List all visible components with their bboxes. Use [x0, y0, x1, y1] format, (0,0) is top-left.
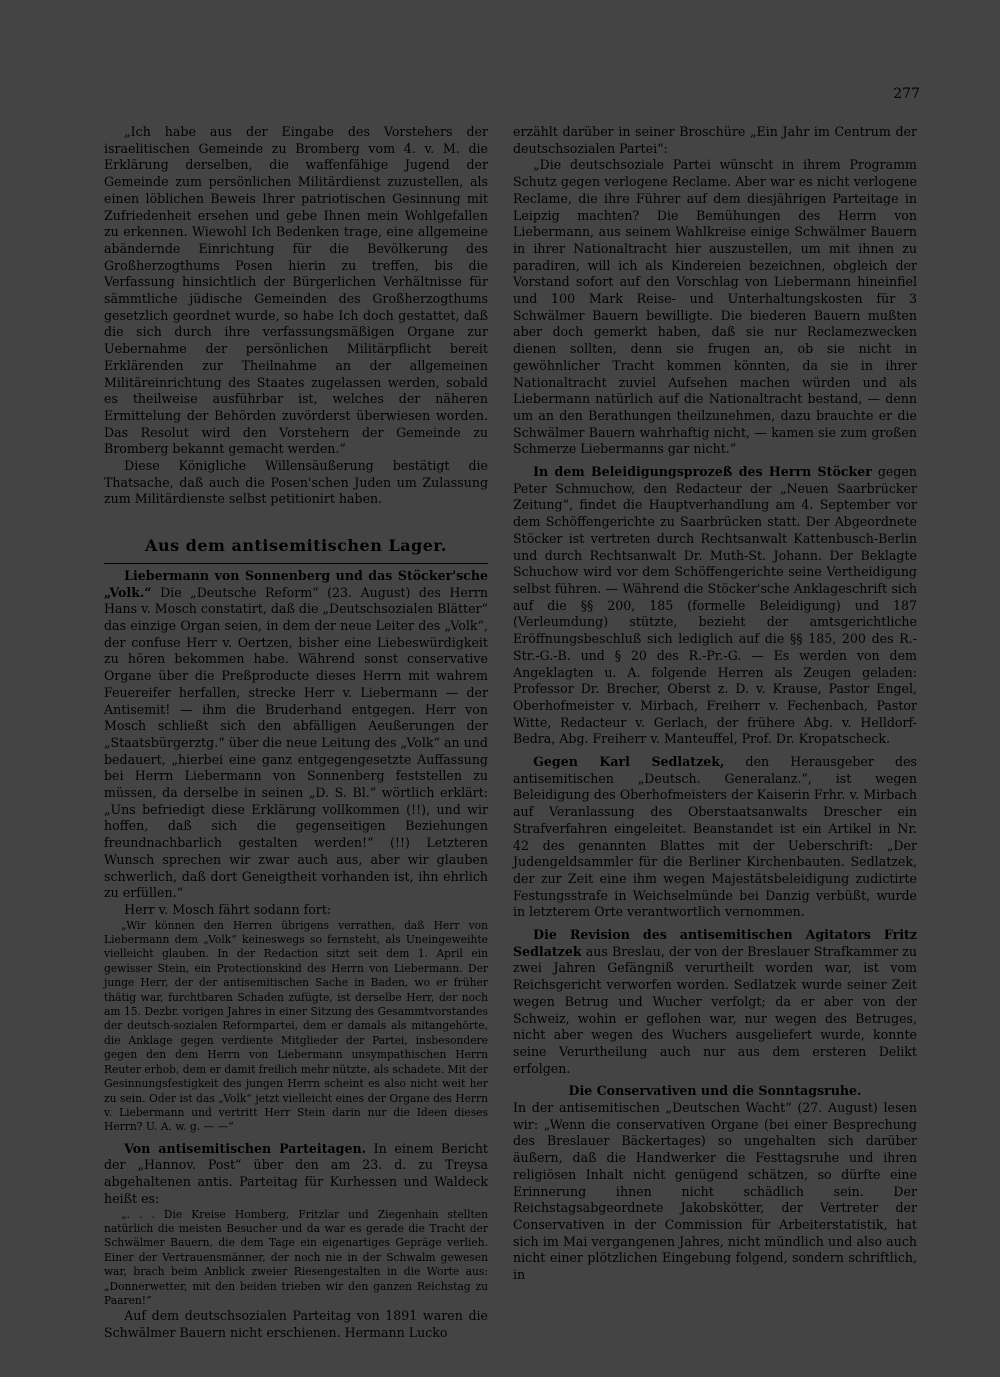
page-number: 277 — [893, 86, 920, 102]
article-body: In einem Bericht der „Hannov. Post“ über den am 23. d. zu Treysa abgehaltenen antis. Parteitag für Kurhessen und Waldeck heißt es: — [104, 1140, 488, 1206]
decree-commentary: Diese Königliche Willensäußerung bestätigt die Thatsache, daß auch die Posen'schen Juden um Zulassung zum Militärdienste selbst petitionirt haben. — [104, 458, 488, 507]
article-heading: Von antisemitischen Parteitagen. — [124, 1140, 367, 1156]
article-stoecker — [513, 464, 917, 748]
article-heading: Liebermann von Sonnenberg und das Stöcker'sche „Volk.“ — [104, 567, 488, 600]
article-quote-small: „Wir können den Herren übrigens verrathen, daß Herr von Liebermann dem „Volk“ keineswegs so fernsteht, als Uneingeweihte vielleicht glauben. In der Redaction sitzt seit dem 1. April ein gewisser Stein, ein Protectionskind des Herrn von Liebermann. Der junge Herr, der der antisemitischen Sache in Baden, wo er früher thätig war, furchtbaren Schaden zufügte, ist derselbe Herr, der noch am 15. Dezbr. vorigen Jahres in einer Sitzung des Gesammtvorstandes der deutsch-sozialen Reformpartei, dem er damals als mitangehörte, die Anklage gegen verdiente Mitglieder der Partei, insbesondere gegen den dem Herrn von Liebermann unsympathischen Herrn Reuter erhob, dem er damit freilich mehr nützte, als schadete. Mit der Gesinnungsfestigkeit des jungen Herrn scheint es also nicht weit her zu sein. Oder ist das „Volk“ jetzt vielleicht eines der Organe des Herrn v. Liebermann und vertritt Herr Stein darin nur die Ideen dieses Herrn? U. A. w. g. — —“ — [104, 918, 488, 1134]
article-body: Die „Deutsche Reform“ (23. August) des Herrn Hans v. Mosch constatirt, daß die „Deutschsozialen Blätter“ das einzige Organ seien, in dem der neue Leiter des „Volk“, der confuse Herr v. Oertzen, bisher eine Liebeswürdigkeit zu hören bekommen habe. Während sonst conservative Organe über die Preßproducte dieses Herrn mit wahrem Feuereifer herfallen, strecke Herr v. Liebermann — der Antisemit! — ihm die Bruderhand entgegen. Herr von Mosch schließt sich den abfälligen Aeußerungen der „Staatsbürgerztg.“ über die neue Leitung des „Volk“ an und bedauert, „hierbei eine ganz entgegengesetzte Auffassung bei Herrn Liebermann von Sonnenberg feststellen zu müssen, da derselbe in seinen „D. S. Bl.“ wörtlich erklärt: „Uns befriedigt diese Erklärung vollkommen (!!), und wir hoffen, daß sich die gegenseitigen Beziehungen freundnachbarlich gestalten werden!“ (!!) Letzteren Wunsch sprechen wir zwar auch aus, aber wir glauben schwerlich, daß dort Geneigtheit vorhanden ist, ihn ehrlich zu erfüllen.“ — [104, 584, 488, 901]
article-quote-small: „. . . Die Kreise Homberg, Fritzlar und Ziegenhain stellten natürlich die meisten Besucher und da war es gerade die Tracht der Schwälmer Bauern, die dem Tage ein eigenartiges Gepräge verlieh. Einer der Vertrauensmänner, der noch nie in der Schwalm gewesen war, brach beim Anblick zweier Riesengestalten in die Worte aus: „Donnerwetter, mit den beiden trieben wir den ganzen Reichstag zu Paaren!“ — [104, 1207, 488, 1307]
article-liebermann — [104, 568, 488, 902]
article-body: In der antisemitischen „Deutschen Wacht“ (27. August) lesen wir: „Wenn die conservativen Organe (bei einer Besprechung des Breslauer Bäckertages) so ungehalten sich darüber äußern, daß die Handwerker die Festtagsruhe und ihren religiösen Inhalt nicht genügend schätzen, so dürfte eine Erinnerung ihnen nicht schädlich sein. Der Reichstagsabgeordnete Jakobskötter, der Vertreter der Conservativen in der Commission für Arbeiterstatistik, hat sich im Mai vergangenen Jahres, nicht mündlich und also auch nicht einer plötzlichen Eingebung folgend, sondern schriftlich, in — [513, 1100, 917, 1283]
article-continuation: erzählt darüber in seiner Broschüre „Ein Jahr im Centrum der deutschsozialen Partei“: — [513, 124, 917, 156]
article-heading: Die Revision des antisemitischen Agitators Fritz Sedlatzek — [513, 927, 917, 959]
article-body: den Herausgeber des antisemitischen „Deutsch. Generalanz.“, ist wegen Beleidigung des Oberhofmeisters der Kaiserin Frhr. v. Mirbach auf Veranlassung des Oberstaatsanwalts Drescher ein Strafverfahren eingeleitet. Beanstandet ist ein Artikel in Nr. 42 des genannten Blattes mit der Ueberschrift: „Der Judengeldsammler für die Berliner Kirchenbauten. Sedlatzek, der zur Zeit eine ihm wegen Majestätsbeleidigung zudictirte Festungsstrafe in Weichselmünde bei Danzig verbüßt, wurde in letzterem Orte verantwortlich vernommen. — [513, 754, 917, 920]
article-continuation: Auf dem deutschsozialen Parteitag von 1891 waren die Schwälmer Bauern nicht erschienen. Hermann Lucko — [104, 1308, 488, 1341]
article-heading: Die Conservativen und die Sonntagsruhe. — [568, 1083, 862, 1099]
section-title: Aus dem antisemitischen Lager. — [145, 536, 447, 556]
article-sedlatzek — [513, 754, 917, 921]
right-column — [513, 124, 917, 1284]
article-parteitage — [104, 1141, 488, 1208]
article-continuation: Herr v. Mosch fährt sodann fort: — [124, 901, 332, 917]
article-heading: In dem Beleidigungsprozeß des Herrn Stöcker — [533, 464, 872, 480]
article-heading: Gegen Karl Sedlatzek, — [533, 754, 725, 770]
article-revision — [513, 927, 917, 1077]
decree-quote: „Ich habe aus der Eingabe des Vorstehers der israelitischen Gemeinde zu Bromberg vom 4. v. M. die Erklärung derselben, die waffenfähige Jugend der Gemeinde zum persönlichen Militärdienst zuzustellen, als einen löblichen Beweis Ihrer patriotischen Gesinnung mit Zufriedenheit ersehen und gebe Ihnen mein Wohlgefallen zu erkennen. Wiewohl Ich Bedenken trage, eine allgemeine abändernde Einrichtung für die Bevölkerung des Großherzogthums Posen hierin zu treffen, bis die Verfassung hinsichtlich der Bürgerlichen Verhältnisse für sämmtliche jüdische Gemeinden des Großherzogthums gesetzlich geordnet wurde, so habe Ich doch gestattet, daß die sich durch ihre verfassungsmäßigen Organe zur Uebernahme der persönlichen Militärpflicht bereit Erklärenden zur Theilnahme an der allgemeinen Militäreinrichtung des Staates zugelassen werden, sobald es theilweise ausführbar ist, welches der näheren Ermittelung der Behörden zuvörderst überwiesen worden. Das Resolut wird den Vorstehern der Gemeinde zu Bromberg bekannt gemacht werden.“ — [104, 124, 488, 457]
left-column — [104, 124, 488, 1342]
section-rule — [104, 563, 488, 564]
article-body: gegen Peter Schmuchow, den Redacteur der „Neuen Saarbrücker Zeitung“, findet die Hauptverhandlung am 4. September vor dem Schöffengerichte zu Saarbrücken statt. Der Abgeordnete Stöcker ist vertreten durch Rechtsanwalt Kattenbusch-Berlin und durch Rechtsanwalt Dr. Muth-St. Johann. Der Beklagte Schuchow wird vor dem Schöffengerichte seine Vertheidigung selbst führen. — Während die Stöcker'sche Anklageschrift sich auf die §§ 200, 185 (formelle Beleidigung) und 187 (Verleumdung) stützte, bezieht der amtsgerichtliche Eröffnungsbeschluß sich lediglich auf die §§ 185, 200 des R.-Str.-G.-B. und § 20 des R.-Pr.-G. — Es werden von dem Angeklagten u. A. folgende Herren als Zeugen geladen: Professor Dr. Brecher, Oberst z. D. v. Krause, Pastor Engel, Oberhofmeister v. Mirbach, Freiherr v. Fechenbach, Pastor Witte, Redacteur v. Gerlach, der frühere Abg. v. Helldorf-Bedra, Abg. Freiherr v. Manteuffel, Prof. Dr. Kropatscheck. — [513, 464, 917, 747]
article-body: aus Breslau, der von der Breslauer Strafkammer zu zwei Jahren Gefängniß verurtheilt worden war, ist vom Reichsgericht verworfen worden. Sedlatzek wurde seiner Zeit wegen Betrug und Wucher verfolgt; da er aber von der Schweiz, wohin er geflohen war, nur wegen des Betruges, nicht aber wegen des Wuchers ausgeliefert wurde, konnte seine Verurtheilung auch nur aus dem ersteren Delikt erfolgen. — [513, 943, 917, 1076]
article-quote: „Die deutschsoziale Partei wünscht in ihrem Programm Schutz gegen verlogene Reclame. Aber war es nicht verlogene Reclame, die ihre Führer auf dem diesjährigen Parteitage in Leipzig machten? Die Bemühungen des Herrn von Liebermann, aus seinem Wahlkreise einige Schwälmer Bauern in ihrer Nationaltracht hier auszustellen, um mit ihnen zu paradiren, will ich als Kindereien bezeichnen, obgleich der Vorstand sofort auf den Vorschlag von Liebermann hineinfiel und 100 Mark Reise- und Unterhaltungskosten für 3 Schwälmer Bauern bewilligte. Die biederen Bauern mußten aber doch gemerkt haben, daß sie nur Reclamezwecken dienen sollten, denn sie frugen an, ob sie nicht in gewöhnlicher Tracht kommen könnten, da sie in ihrer Nationaltracht zuviel Aufsehen machen würden und als Liebermann natürlich auf die Nationaltracht bestand, — denn um an den Berathungen theilzunehmen, dazu brauchte er die Schwälmer Bauern wahrhaftig nicht, — kamen sie zum großen Schmerze Liebermanns gar nicht.“ — [513, 157, 917, 457]
